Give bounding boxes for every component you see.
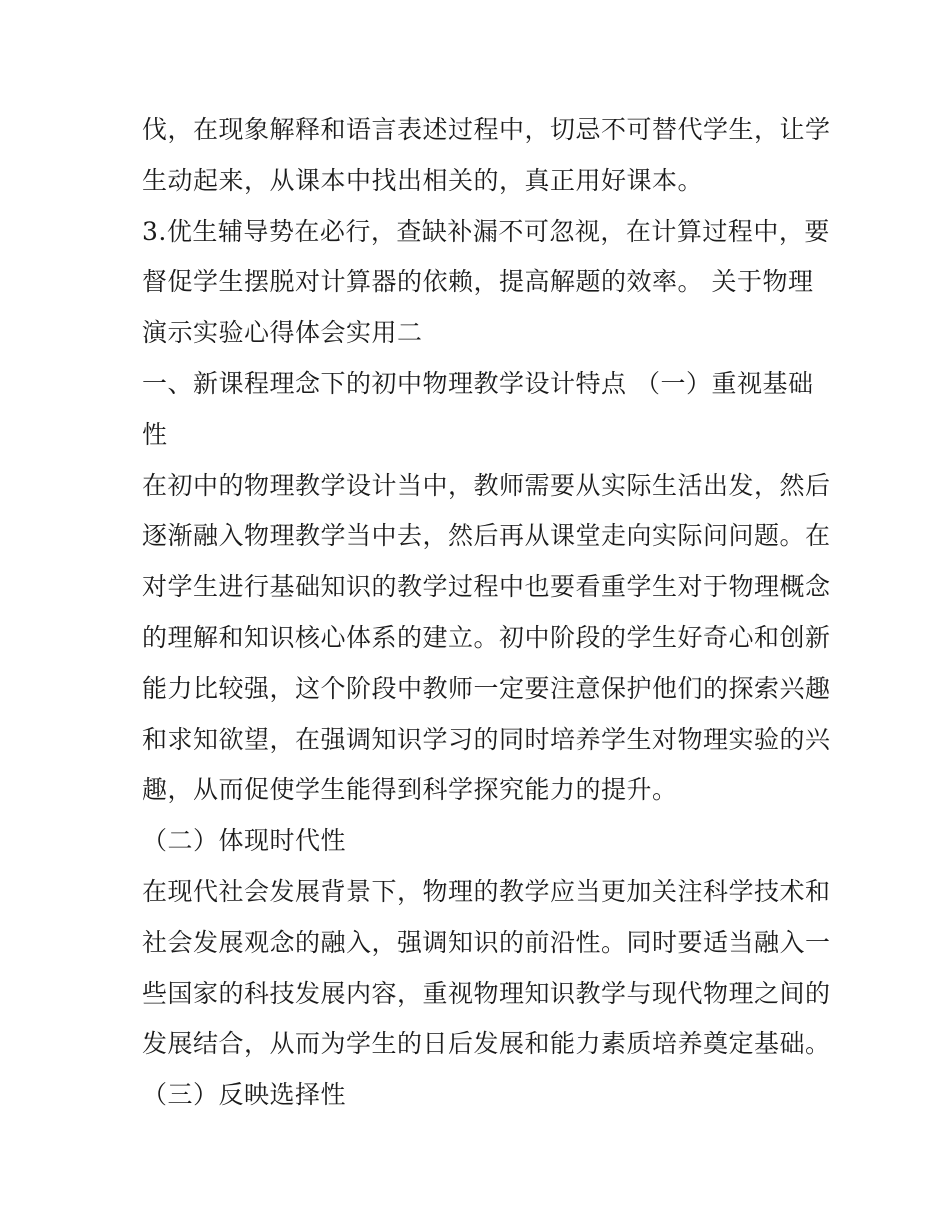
text-line: 性 — [142, 419, 168, 449]
text-line: 对学生进行基础知识的教学过程中也要看重学生对于物理概念 — [142, 572, 831, 602]
section-heading: 一、新课程理念下的初中物理教学设计特点 （一）重视基础 — [142, 368, 814, 398]
text-line: 趣，从而促使学生能得到科学探究能力的提升。 — [142, 775, 678, 805]
subsection-heading: （三）反映选择性 — [142, 1080, 347, 1110]
text-line: 和求知欲望，在强调知识学习的同时培养学生对物理实验的兴 — [142, 724, 831, 754]
text-line: 逐渐融入物理教学当中去，然后再从课堂走向实际问问题。在 — [142, 521, 831, 551]
text-line: 的理解和知识核心体系的建立。初中阶段的学生好奇心和创新 — [142, 622, 831, 652]
text-line: 发展结合，从而为学生的日后发展和能力素质培养奠定基础。 — [142, 1029, 831, 1059]
text-line: 生动起来，从课本中找出相关的，真正用好课本。 — [142, 165, 704, 195]
text-line: 督促学生摆脱对计算器的依赖，提高解题的效率。 关于物理 — [142, 267, 814, 297]
text-line: 在初中的物理教学设计当中，教师需要从实际生活出发，然后 — [142, 470, 831, 500]
text-line: 社会发展观念的融入，强调知识的前沿性。同时要适当融入一 — [142, 927, 831, 957]
subsection-heading: （二）体现时代性 — [142, 826, 347, 856]
text-line: 3.优生辅导势在必行，查缺补漏不可忽视，在计算过程中，要 — [142, 216, 830, 246]
document-body — [142, 105, 831, 1121]
text-line: 些国家的科技发展内容，重视物理知识教学与现代物理之间的 — [142, 978, 831, 1008]
text-line: 演示实验心得体会实用二 — [142, 318, 423, 348]
text-line: 伐，在现象解释和语言表述过程中，切忌不可替代学生，让学 — [142, 115, 831, 144]
text-line: 在现代社会发展背景下，物理的教学应当更加关注科学技术和 — [142, 876, 831, 906]
text-line: 能力比较强，这个阶段中教师一定要注意保护他们的探索兴趣 — [142, 673, 831, 703]
